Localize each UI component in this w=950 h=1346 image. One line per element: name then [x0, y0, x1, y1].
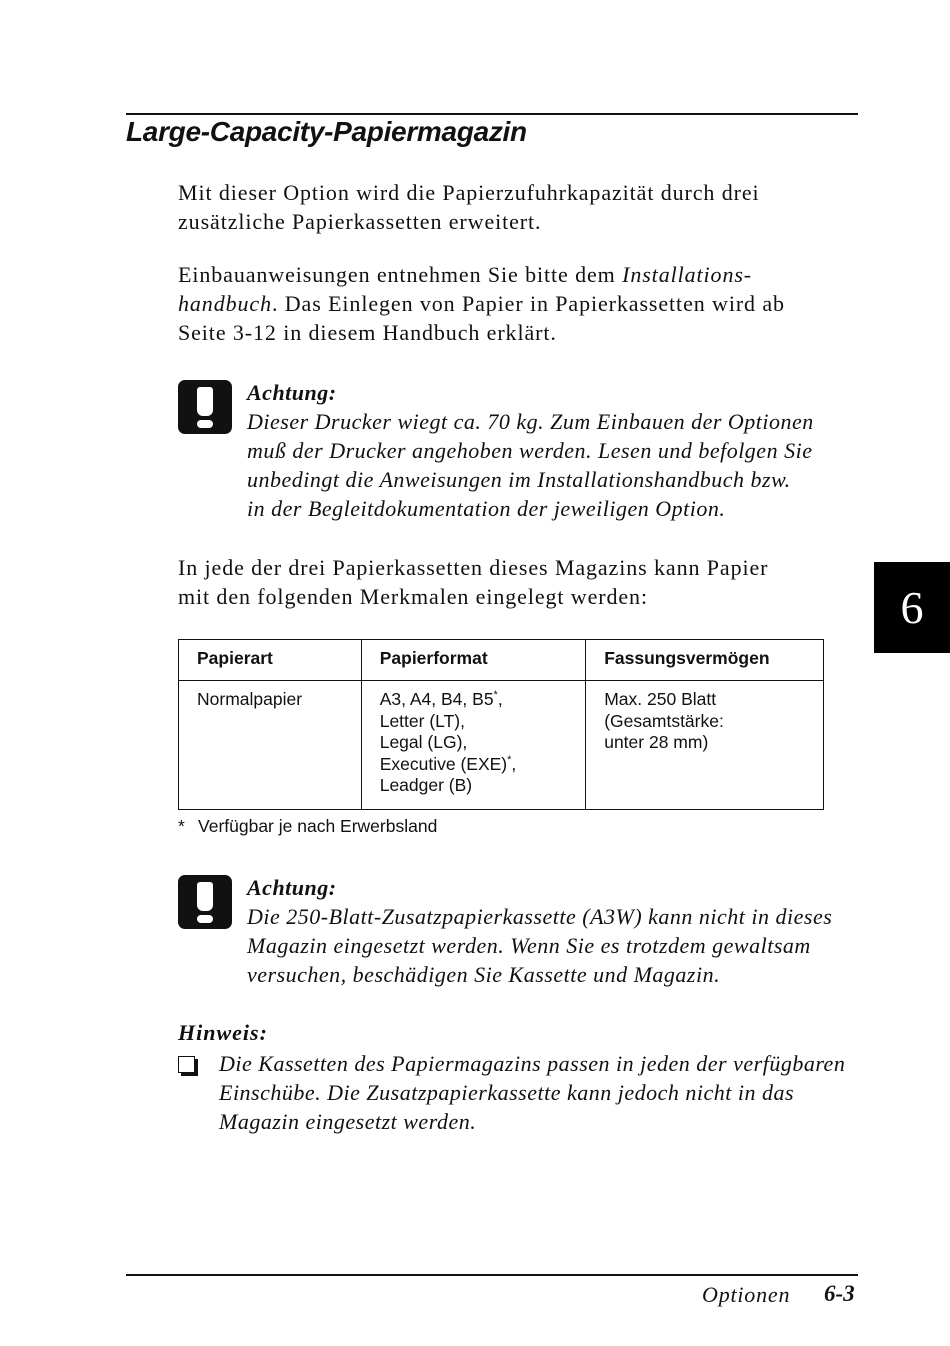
magazine-line: mit den folgenden Merkmalen eingelegt werden:: [178, 584, 648, 609]
caution-line: Die 250-Blatt-Zusatzpapierkassette (A3W) kann nicht in dieses: [247, 904, 833, 929]
page-number: 6-3: [824, 1281, 855, 1306]
caution-heading: Achtung:: [247, 875, 337, 900]
column-header-paper-type: Papierart: [179, 640, 362, 681]
caution-line: Dieser Drucker wiegt ca. 70 kg. Zum Einbauen der Optionen: [247, 409, 814, 434]
cell-capacity: Max. 250 Blatt (Gesamtstärke: unter 28 mm): [586, 681, 824, 810]
intro-line: Mit dieser Option wird die Papierzufuhrkapazität durch drei: [178, 180, 760, 205]
section-title: Large-Capacity-Papiermagazin: [126, 116, 527, 147]
hint-text: [219, 1049, 859, 1136]
caution-line: muß der Drucker angehoben werden. Lesen und befolgen Sie: [247, 438, 813, 463]
footnote-mark: *: [493, 689, 498, 702]
caution-line: versuchen, beschädigen Sie Kassette und Magazin.: [247, 962, 721, 987]
table-header-row: [179, 640, 824, 681]
caution-heading: Achtung:: [247, 380, 337, 405]
table-row: [179, 681, 824, 810]
caution-note: [247, 378, 858, 523]
hint-line: Einschübe. Die Zusatzpapierkassette kann jedoch nicht in das: [219, 1080, 795, 1105]
cell-paper-format: A3, A4, B4, B5*, Letter (LT), Legal (LG), Executive (EXE)*, Leadger (B): [361, 681, 586, 810]
paper-spec-table: [178, 639, 824, 810]
table-footnote: [178, 816, 437, 837]
chapter-tab: 6: [874, 562, 950, 653]
checkbox-icon: [178, 1056, 195, 1073]
manual-title: handbuch: [178, 291, 272, 316]
caution-line: Magazin eingesetzt werden. Wenn Sie es trotzdem gewaltsam: [247, 933, 811, 958]
install-text: . Das Einlegen von Papier in Papierkassetten wird ab: [271, 291, 785, 316]
footnote-star: *: [178, 816, 185, 836]
bottom-rule: [126, 1274, 858, 1276]
magazine-line: In jede der drei Papierkassetten dieses Magazins kann Papier: [178, 555, 769, 580]
hint-line: Die Kassetten des Papiermagazins passen in jeden der verfügbaren: [219, 1051, 846, 1076]
intro-paragraph: [178, 178, 858, 236]
install-text: Einbauanweisungen entnehmen Sie bitte dem: [178, 262, 623, 287]
install-text: Seite 3-12 in diesem Handbuch erklärt.: [178, 320, 557, 345]
magazine-paragraph: [178, 553, 858, 611]
top-rule: [126, 113, 858, 115]
footnote-text: Verfügbar je nach Erwerbsland: [198, 816, 438, 836]
footnote-mark: *: [507, 753, 512, 766]
manual-title: Installations-: [622, 262, 753, 287]
caution-line: in der Begleitdokumentation der jeweiligen Option.: [247, 496, 726, 521]
column-header-paper-format: Papierformat: [361, 640, 586, 681]
hint-line: Magazin eingesetzt werden.: [219, 1109, 477, 1134]
caution-line: unbedingt die Anweisungen im Installationshandbuch bzw.: [247, 467, 791, 492]
hint-heading: Hinweis:: [178, 1020, 268, 1045]
intro-line: zusätzliche Papierkassetten erweitert.: [178, 209, 542, 234]
exclamation-icon: [178, 380, 232, 434]
install-paragraph: [178, 260, 858, 347]
caution-note: [247, 873, 858, 989]
column-header-capacity: Fassungsvermögen: [586, 640, 824, 681]
footer-section-name: Optionen: [702, 1282, 791, 1307]
exclamation-icon: [178, 875, 232, 929]
cell-paper-type: Normalpapier: [179, 681, 362, 810]
